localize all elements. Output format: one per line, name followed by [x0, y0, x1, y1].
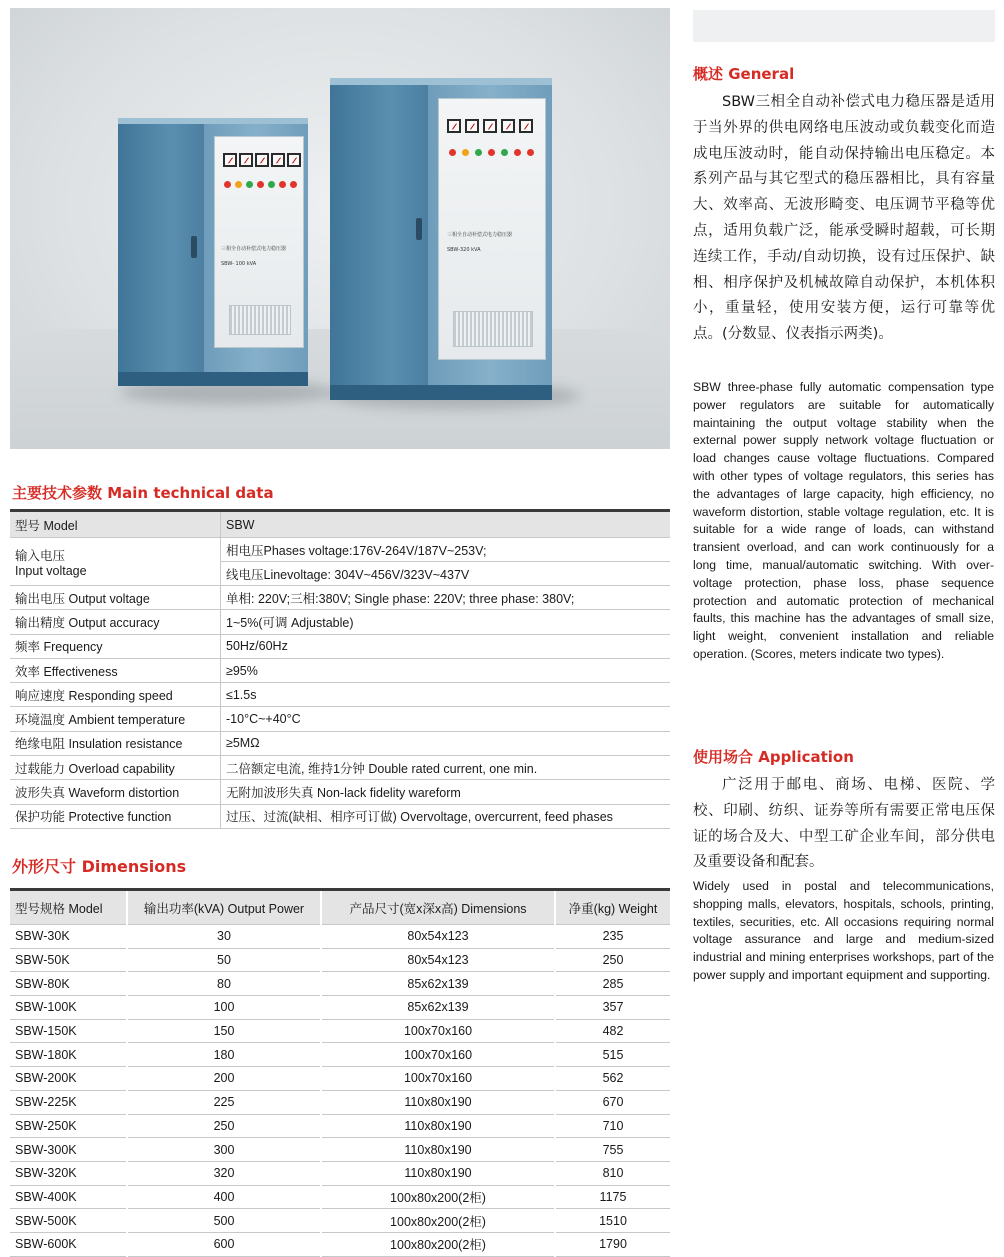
- cell-model: SBW-100K: [10, 996, 127, 1020]
- cabinet-label: 三相全自动补偿式电力稳压器: [447, 232, 513, 238]
- table-row: [10, 1138, 670, 1162]
- cell-weight: 357: [555, 996, 670, 1020]
- table-row: [10, 1067, 670, 1091]
- cell-dimensions: 100x80x200(2柜): [321, 1209, 555, 1233]
- table-row: [10, 1209, 670, 1233]
- cabinet-model: SBW- 100 kVA: [221, 261, 257, 267]
- vent-grille: [453, 311, 533, 347]
- tech-row-value: 无附加波形失真 Non-lack fidelity wareform: [221, 780, 671, 804]
- cell-output-power: 180: [127, 1043, 321, 1067]
- tech-row-value: 50Hz/60Hz: [221, 634, 671, 658]
- tech-row: [10, 683, 670, 707]
- cell-weight: 755: [555, 1138, 670, 1162]
- tech-row-label: 保护功能 Protective function: [10, 804, 221, 828]
- tech-header-value: SBW: [221, 511, 671, 538]
- cell-weight: 670: [555, 1090, 670, 1114]
- input-voltage-label-en: Input voltage: [15, 563, 87, 578]
- tech-row: [10, 610, 670, 634]
- tech-row: [10, 586, 670, 610]
- tech-row-value: ≥95%: [221, 658, 671, 682]
- cell-model: SBW-50K: [10, 948, 127, 972]
- tech-row-label: [10, 538, 221, 586]
- cell-output-power: 300: [127, 1138, 321, 1162]
- cell-weight: 1175: [555, 1185, 670, 1209]
- input-voltage-label-cn: 输入电压: [15, 548, 66, 563]
- cell-output-power: 400: [127, 1185, 321, 1209]
- table-row: [10, 925, 670, 949]
- dimensions-header-row: [10, 890, 670, 925]
- general-cn-text: SBW三相全自动补偿式电力稳压器是适用于当外界的供电网络电压波动或负载变化而造成电压波动时，能自动保持输出电压稳定。本系列产品与其它型式的稳压器相比，具有容量大、效率高、无波形畸变、电压调节平稳等优点，适用负载广泛，能承受瞬时超载，可长期连续工作，手动/自动切换，设有过压保护、缺相、相序保护及机械故障自动保护，本机体积小，重量轻，使用安装方便，运行可靠等优点。(分数显、仪表指示两类)。: [693, 94, 995, 343]
- table-row: [10, 1090, 670, 1114]
- table-row: [10, 1161, 670, 1185]
- product-photo: [10, 8, 670, 449]
- table-row: [10, 1185, 670, 1209]
- cell-weight: 482: [555, 1019, 670, 1043]
- dimensions-table: [10, 888, 670, 1257]
- tech-row-value: ≥5MΩ: [221, 731, 671, 755]
- col-model: 型号规格 Model: [10, 890, 127, 925]
- tech-row-value: ≤1.5s: [221, 683, 671, 707]
- tech-row-label: 波形失真 Waveform distortion: [10, 780, 221, 804]
- cell-weight: 710: [555, 1114, 670, 1138]
- col-dimensions: 产品尺寸(宽x深x高) Dimensions: [321, 890, 555, 925]
- tech-row-value: 相电压Phases voltage:176V-264V/187V~253V;: [221, 538, 671, 562]
- application-en-text: Widely used in postal and telecommunications, shopping malls, elevators, hospitals, schools, printing, textiles, securities, etc. All occasions requiring normal voltage assurance and large and medium-sized industrial and mining enterprises workshops, part of the power supply and important equipment and supporting.: [693, 879, 994, 982]
- cell-dimensions: 110x80x190: [321, 1138, 555, 1162]
- cell-model: SBW-400K: [10, 1185, 127, 1209]
- cell-model: SBW-80K: [10, 972, 127, 996]
- tech-header-label: 型号 Model: [10, 511, 221, 538]
- cell-weight: 515: [555, 1043, 670, 1067]
- tech-row: [10, 756, 670, 780]
- tech-row-value: 单相: 220V;三相:380V; Single phase: 220V; three phase: 380V;: [221, 586, 671, 610]
- col-weight: 净重(kg) Weight: [555, 890, 670, 925]
- application-title: 使用场合 Application: [693, 748, 854, 766]
- cell-dimensions: 110x80x190: [321, 1114, 555, 1138]
- cell-output-power: 250: [127, 1114, 321, 1138]
- cell-model: SBW-250K: [10, 1114, 127, 1138]
- cell-dimensions: 100x70x160: [321, 1019, 555, 1043]
- application-cn-text: 广泛用于邮电、商场、电梯、医院、学校、印刷、纺织、证券等所有需要正常电压保证的场合及大、中型工矿企业车间，部分供电及重要设备和配套。: [693, 777, 995, 871]
- cell-dimensions: 85x62x139: [321, 972, 555, 996]
- cell-output-power: 50: [127, 948, 321, 972]
- cell-dimensions: 80x54x123: [321, 948, 555, 972]
- tech-row-value: 1~5%(可调 Adjustable): [221, 610, 671, 634]
- cell-dimensions: 110x80x190: [321, 1161, 555, 1185]
- tech-row: [10, 634, 670, 658]
- table-row: [10, 1114, 670, 1138]
- cell-model: SBW-225K: [10, 1090, 127, 1114]
- cabinet-label: 三相全自动补偿式电力稳压器: [221, 246, 287, 252]
- cell-dimensions: 85x62x139: [321, 996, 555, 1020]
- cell-output-power: 320: [127, 1161, 321, 1185]
- tech-row: [10, 804, 670, 828]
- cell-weight: 250: [555, 948, 670, 972]
- dimensions-body: [10, 925, 670, 1257]
- tech-row-label: 过载能力 Overload capability: [10, 756, 221, 780]
- cell-model: SBW-600K: [10, 1232, 127, 1256]
- cell-model: SBW-300K: [10, 1138, 127, 1162]
- tech-row-label: 响应速度 Responding speed: [10, 683, 221, 707]
- cell-model: SBW-200K: [10, 1067, 127, 1091]
- tech-row: [10, 658, 670, 682]
- cell-dimensions: 100x80x200(2柜): [321, 1232, 555, 1256]
- tech-row-label: 输出精度 Output accuracy: [10, 610, 221, 634]
- cell-dimensions: 100x70x160: [321, 1067, 555, 1091]
- cell-output-power: 100: [127, 996, 321, 1020]
- tech-row-label: 频率 Frequency: [10, 634, 221, 658]
- general-en-text: SBW three-phase fully automatic compensation type power regulators are suitable for automatically maintaining the output voltage stability when the external power supply network voltage fluctuation or load changes cause voltage fluctuations. Compared with other types of voltage regulators, this series has the advantages of large capacity, high efficiency, no waveform distortion, stable voltage regulation, etc. It is suitable for a wide range of loads, can withstand transient overload, and can work continuously for a long time, manual/automatic switching. With over-voltage protection, phase loss, phase sequence protection and automatic protection of mechanical faults, this machine has the advantages of small size, light weight, convenient installation and reliable operation. (Scores, meters indicate two types).: [693, 380, 994, 661]
- control-panel: [438, 98, 546, 360]
- tech-row-value: -10°C~+40°C: [221, 707, 671, 731]
- cell-dimensions: 100x80x200(2柜): [321, 1185, 555, 1209]
- cell-output-power: 30: [127, 925, 321, 949]
- cell-output-power: 150: [127, 1019, 321, 1043]
- tech-row: [10, 780, 670, 804]
- tech-row: [10, 538, 670, 562]
- tech-row: [10, 707, 670, 731]
- table-row: [10, 948, 670, 972]
- tech-table: [10, 509, 670, 829]
- tech-title: 主要技术参数 Main technical data: [12, 484, 274, 502]
- tech-header-row: [10, 511, 670, 538]
- general-title: 概述 General: [693, 65, 795, 83]
- cell-dimensions: 80x54x123: [321, 925, 555, 949]
- table-row: [10, 1019, 670, 1043]
- tech-row-label: 输出电压 Output voltage: [10, 586, 221, 610]
- tech-row-value: 过压、过流(缺相、相序可订做) Overvoltage, overcurrent, feed phases: [221, 804, 671, 828]
- vent-grille: [229, 305, 291, 335]
- col-output-power: 输出功率(kVA) Output Power: [127, 890, 321, 925]
- cell-model: SBW-150K: [10, 1019, 127, 1043]
- cell-model: SBW-30K: [10, 925, 127, 949]
- table-row: [10, 972, 670, 996]
- header-bar: [693, 10, 995, 42]
- cell-output-power: 500: [127, 1209, 321, 1233]
- tech-row-value: 二倍额定电流, 维持1分钟 Double rated current, one min.: [221, 756, 671, 780]
- cell-dimensions: 100x70x160: [321, 1043, 555, 1067]
- cell-output-power: 600: [127, 1232, 321, 1256]
- cell-output-power: 80: [127, 972, 321, 996]
- cell-weight: 562: [555, 1067, 670, 1091]
- tech-row-value: 线电压Linevoltage: 304V~456V/323V~437V: [221, 562, 671, 586]
- cell-model: SBW-180K: [10, 1043, 127, 1067]
- cell-weight: 285: [555, 972, 670, 996]
- tech-row-label: 效率 Effectiveness: [10, 658, 221, 682]
- cell-output-power: 200: [127, 1067, 321, 1091]
- cell-weight: 1510: [555, 1209, 670, 1233]
- cell-output-power: 225: [127, 1090, 321, 1114]
- cell-weight: 810: [555, 1161, 670, 1185]
- cell-weight: 1790: [555, 1232, 670, 1256]
- dimensions-title: 外形尺寸 Dimensions: [12, 857, 187, 876]
- table-row: [10, 996, 670, 1020]
- tech-row-label: 环境温度 Ambient temperature: [10, 707, 221, 731]
- table-row: [10, 1043, 670, 1067]
- cell-model: SBW-320K: [10, 1161, 127, 1185]
- tech-row-label: 绝缘电阻 Insulation resistance: [10, 731, 221, 755]
- cell-model: SBW-500K: [10, 1209, 127, 1233]
- cell-weight: 235: [555, 925, 670, 949]
- control-panel: [214, 136, 304, 348]
- cabinet-model: SBW-320 kVA: [447, 247, 481, 253]
- tech-row: [10, 731, 670, 755]
- cell-dimensions: 110x80x190: [321, 1090, 555, 1114]
